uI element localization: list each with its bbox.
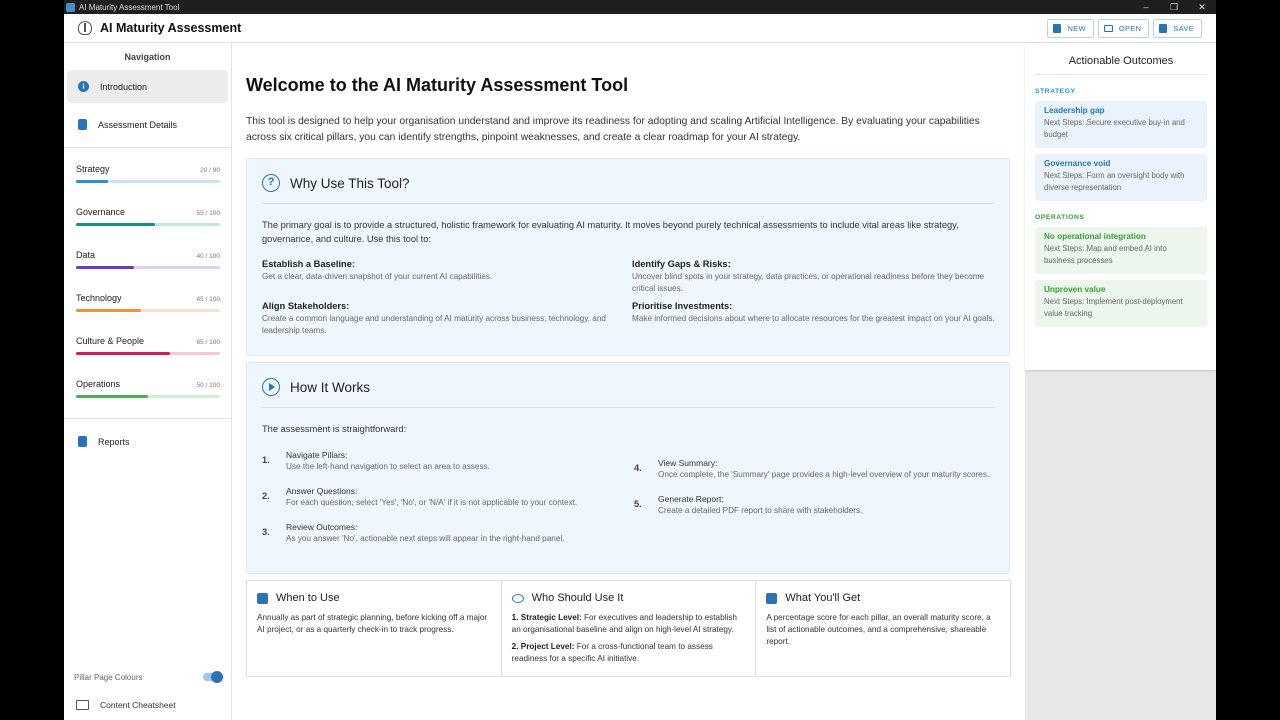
who-should-use-card: Who Should Use It 1. Strategic Level: For executives and leadership to establish an organisational baseline and align on high-level AI strategy. 2. Project Level: For a cross-functional team to assess readiness for a specific AI initiative. [501,580,757,677]
nav-item-introduction[interactable]: i Introduction [67,70,228,103]
nav-title: Navigation [124,52,171,62]
app-header [64,14,1216,43]
outcome-title: Leadership gap [1044,106,1105,115]
outcome-next-steps: Next Steps: Form an oversight body with diverse representation [1044,171,1185,192]
close-button[interactable]: ✕ [1198,2,1206,12]
save-icon [1159,24,1167,33]
why-text: The primary goal is to provide a structured, holistic framework for evaluating AI maturity. It moves beyond purely technical assessments to include vital areas like strategy, governance, and culture. Use this tool to: [262,220,959,244]
outcome-title: No operational integration [1044,232,1146,241]
brain-icon [78,21,92,35]
play-icon [262,378,280,396]
nav-item-assessment-details[interactable]: Assessment Details [67,108,228,141]
folder-open-icon [1104,25,1113,32]
sidebar-pillar-governance[interactable] [64,197,231,240]
divider [64,147,231,148]
outcome-next-steps: Next Steps: Secure executive buy-in and budget [1044,118,1185,139]
outcome-section-label: OPERATIONS [1035,214,1085,221]
sidebar-pillar-strategy[interactable] [64,154,231,197]
pillar-name: Governance [76,207,126,217]
outcome-next-steps: Next Steps: Implement post-deployment value tracking [1044,297,1183,318]
pillar-score: 20 / 90 [200,167,220,174]
outcome-item[interactable] [1035,280,1207,327]
pillar-progress-fill [76,309,141,312]
why-item: Identify Gaps & Risks: Uncover blind spots in your strategy, data practices, or operational readiness before they become critical issues. [632,259,985,293]
calendar-icon [257,593,268,604]
open-button[interactable]: OPEN [1098,19,1149,38]
outcomes-panel [1025,43,1216,720]
pillar-score: 55 / 100 [196,210,220,217]
save-button[interactable]: SAVE [1153,19,1202,38]
why-item: Establish a Baseline: Get a clear, data-driven snapshot of your current AI capabilities. [262,259,493,281]
pillar-progress-fill [76,352,170,355]
checkbox-icon [766,593,777,604]
page-title: Welcome to the AI Maturity Assessment Tool [246,75,629,95]
sidebar [64,43,232,720]
window-titlebar [64,0,1216,14]
when-to-use-card: When to Use Annually as part of strategic planning, before kicking off a major AI project, or as a quarterly check-in to track progress. [246,580,502,677]
pillar-progress-fill [76,180,108,183]
clipboard-icon [78,119,87,130]
outcome-next-steps: Next Steps: Map and embed AI into business processes [1044,244,1167,265]
app-title: AI Maturity Assessment [100,21,242,35]
nav-item-reports[interactable]: Reports [67,425,228,458]
maximize-button[interactable]: ❐ [1169,2,1179,12]
pillar-list [64,154,231,412]
pillar-name: Operations [76,379,121,389]
pillar-score: 50 / 100 [196,382,220,389]
divider [64,418,231,419]
what-youll-get-card: What You'll Get A percentage score for each pillar, an overall maturity score, a list of actionable outcomes, and a comprehensive, shareable report. [755,580,1011,677]
step-item: 1. Navigate Pillars: Use the left-hand navigation to select an area to assess. [262,450,490,471]
why-panel [246,158,1010,356]
pillar-name: Technology [76,293,122,303]
step-item: 4. View Summary: Once complete, the 'Summary' page provides a high-level overview of your maturity scores. [634,458,990,479]
main-content [246,43,1010,720]
why-title: Why Use This Tool? [290,175,410,191]
pillar-progress-track [76,180,220,183]
pillar-name: Culture & People [76,336,145,346]
outcome-item[interactable] [1035,154,1207,201]
outcome-item[interactable] [1035,101,1207,148]
pillar-progress-fill [76,223,155,226]
window-title: AI Maturity Assessment Tool [79,2,180,12]
pillar-progress-fill [76,395,148,398]
help-icon: ? [262,174,280,192]
app-icon [66,3,75,12]
pillar-colours-row [64,664,232,690]
how-panel [246,362,1010,574]
outcome-title: Unproven value [1044,285,1106,294]
why-item: Align Stakeholders: Create a common language and understanding of AI maturity across business, technology, and leadership teams. [262,301,606,335]
how-title: How It Works [290,379,371,395]
outcome-section-label: STRATEGY [1035,88,1076,95]
sidebar-pillar-operations[interactable] [64,369,231,412]
minimize-button[interactable]: – [1143,2,1149,12]
pillar-score: 40 / 100 [196,253,220,260]
pillar-colours-toggle[interactable] [203,673,221,681]
outcomes-title: Actionable Outcomes [1035,55,1207,75]
pillar-score: 65 / 100 [196,339,220,346]
step-item: 3. Review Outcomes: As you answer 'No', actionable next steps will appear in the right-hand panel. [262,522,565,543]
book-icon [76,700,89,710]
people-icon [512,594,524,603]
pillar-name: Strategy [76,164,110,174]
pillar-progress-track [76,266,220,269]
bar-chart-icon [78,436,87,447]
pillar-progress-track [76,395,220,398]
pillar-name: Data [76,250,96,260]
sidebar-pillar-culture-people[interactable] [64,326,231,369]
why-item: Prioritise Investments: Make informed decisions about where to allocate resources for the greatest impact on your AI goals. [632,301,995,323]
intro-text: This tool is designed to help your organisation understand and improve its readiness for adopting and scaling Artificial Intelligence. By evaluating your capabilities across six critical pillars, you can identify strengths, pinpoint weaknesses, and create a clear roadmap for your AI strategy. [246,116,980,143]
info-icon: i [78,81,89,92]
pillar-progress-fill [76,266,134,269]
new-file-icon [1053,24,1061,33]
content-cheatsheet-link[interactable]: Content Cheatsheet [64,690,232,720]
sidebar-pillar-data[interactable] [64,240,231,283]
pillar-progress-track [76,223,220,226]
outcome-title: Governance void [1044,159,1111,168]
pillar-progress-track [76,309,220,312]
pillar-progress-track [76,352,220,355]
app-window [64,0,1216,720]
outcomes-list [1035,88,1207,327]
new-button[interactable]: NEW [1047,19,1093,38]
step-item: 2. Answer Questions: For each question, select 'Yes', 'No', or 'N/A' if it is not applicable to your context. [262,486,578,507]
pillar-colours-label: Pillar Page Colours [74,672,143,682]
pillar-score: 45 / 100 [196,296,220,303]
step-item: 5. Generate Report: Create a detailed PDF report to share with stakeholders. [634,494,863,515]
sidebar-pillar-technology[interactable] [64,283,231,326]
outcome-item[interactable] [1035,227,1207,274]
how-text: The assessment is straightforward: [262,424,407,434]
